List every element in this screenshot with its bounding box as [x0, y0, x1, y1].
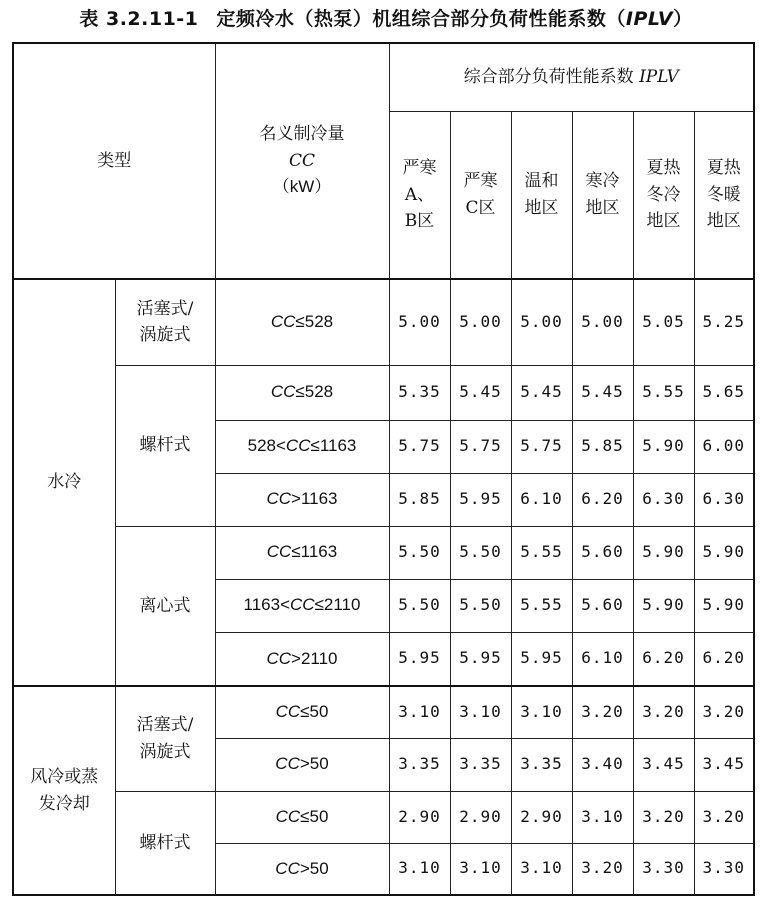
capacity-symbol: CC — [275, 858, 300, 878]
capacity-prefix: 528< — [247, 436, 286, 456]
iplv-value-zone-1: 5.95 — [389, 632, 450, 686]
iplv-value-zone-6: 5.65 — [694, 365, 754, 420]
iplv-value-zone-5: 3.20 — [633, 791, 694, 843]
capacity-cell — [215, 473, 389, 526]
header-zone-6: 夏热 冬暖 地区 — [694, 111, 754, 279]
iplv-value-zone-2: 5.75 — [450, 420, 511, 473]
capacity-cell — [215, 632, 389, 686]
iplv-value-zone-6: 6.00 — [694, 420, 754, 473]
capacity-suffix: ≤528 — [295, 382, 334, 402]
table-row — [13, 365, 754, 420]
header-capacity-label: 名义制冷量 — [259, 124, 345, 145]
iplv-value-zone-5: 3.30 — [633, 843, 694, 895]
capacity-prefix: 1163< — [243, 595, 291, 615]
capacity-symbol: CC — [266, 648, 292, 668]
iplv-value-zone-5: 6.30 — [633, 473, 694, 526]
table-title-text: 定频冷水（热泵）机组综合部分负荷性能系数（ — [216, 8, 626, 30]
table-row — [13, 526, 754, 579]
table-number: 表 3.2.11-1 — [79, 8, 199, 30]
capacity-cell — [215, 579, 389, 632]
table-row — [13, 686, 754, 738]
iplv-value-zone-2: 3.35 — [450, 738, 511, 791]
iplv-value-zone-2: 5.50 — [450, 579, 511, 632]
header-capacity — [215, 43, 389, 279]
iplv-value-zone-3: 3.10 — [511, 843, 572, 895]
iplv-value-zone-5: 5.55 — [633, 365, 694, 420]
iplv-value-zone-2: 5.95 — [450, 473, 511, 526]
capacity-suffix: >2110 — [291, 648, 338, 668]
table-title-abbr: IPLV — [625, 8, 674, 30]
iplv-value-zone-4: 5.00 — [572, 279, 633, 365]
capacity-cell — [215, 738, 389, 791]
iplv-value-zone-6: 6.20 — [694, 632, 754, 686]
subtype-cell: 活塞式/ 涡旋式 — [115, 279, 215, 365]
iplv-value-zone-6: 3.20 — [694, 686, 754, 738]
capacity-suffix: ≤50 — [300, 806, 329, 826]
iplv-value-zone-5: 5.90 — [633, 579, 694, 632]
iplv-value-zone-1: 3.10 — [389, 686, 450, 738]
table-title — [0, 4, 772, 31]
iplv-value-zone-1: 5.00 — [389, 279, 450, 365]
capacity-symbol: CC — [266, 542, 292, 562]
iplv-value-zone-3: 5.45 — [511, 365, 572, 420]
iplv-value-zone-6: 3.30 — [694, 843, 754, 895]
iplv-value-zone-1: 3.35 — [389, 738, 450, 791]
capacity-suffix: ≤2110 — [314, 595, 361, 615]
iplv-value-zone-2: 3.10 — [450, 843, 511, 895]
capacity-cell — [215, 279, 389, 365]
subtype-cell: 螺杆式 — [115, 365, 215, 526]
iplv-value-zone-5: 5.90 — [633, 526, 694, 579]
subtype-cell: 螺杆式 — [115, 791, 215, 895]
capacity-symbol: CC — [275, 806, 301, 826]
subtype-cell: 活塞式/ 涡旋式 — [115, 686, 215, 791]
iplv-value-zone-4: 5.60 — [572, 526, 633, 579]
header-zone-3: 温和 地区 — [511, 111, 572, 279]
iplv-value-zone-5: 3.45 — [633, 738, 694, 791]
iplv-value-zone-5: 5.05 — [633, 279, 694, 365]
header-capacity-symbol: CC — [288, 150, 315, 171]
capacity-cell — [215, 526, 389, 579]
capacity-suffix: >50 — [299, 754, 329, 774]
capacity-symbol: CC — [290, 595, 315, 615]
iplv-value-zone-1: 5.50 — [389, 526, 450, 579]
iplv-value-zone-4: 3.10 — [572, 791, 633, 843]
iplv-value-zone-3: 5.75 — [511, 420, 572, 473]
header-iplv-group — [389, 43, 754, 111]
iplv-value-zone-1: 5.50 — [389, 579, 450, 632]
iplv-value-zone-3: 5.55 — [511, 526, 572, 579]
iplv-value-zone-1: 5.85 — [389, 473, 450, 526]
header-type: 类型 — [13, 43, 215, 279]
iplv-value-zone-2: 5.45 — [450, 365, 511, 420]
iplv-value-zone-1: 5.75 — [389, 420, 450, 473]
header-capacity-unit: （kW） — [272, 177, 332, 197]
iplv-value-zone-6: 5.25 — [694, 279, 754, 365]
capacity-symbol: CC — [266, 489, 292, 509]
capacity-cell — [215, 686, 389, 738]
iplv-value-zone-5: 6.20 — [633, 632, 694, 686]
iplv-value-zone-3: 6.10 — [511, 473, 572, 526]
capacity-cell — [215, 791, 389, 843]
type-cell: 水冷 — [13, 279, 115, 686]
table-row — [13, 791, 754, 843]
header-iplv-label: 综合部分负荷性能系数 — [463, 67, 640, 88]
iplv-value-zone-2: 2.90 — [450, 791, 511, 843]
capacity-suffix: ≤50 — [300, 702, 329, 722]
iplv-value-zone-5: 3.20 — [633, 686, 694, 738]
iplv-value-zone-5: 5.90 — [633, 420, 694, 473]
iplv-value-zone-3: 3.35 — [511, 738, 572, 791]
iplv-value-zone-3: 3.10 — [511, 686, 572, 738]
iplv-value-zone-4: 5.60 — [572, 579, 633, 632]
iplv-value-zone-4: 6.10 — [572, 632, 633, 686]
table-row — [13, 279, 754, 365]
capacity-suffix: >1163 — [291, 489, 338, 509]
header-zone-4: 寒冷 地区 — [572, 111, 633, 279]
header-zone-5: 夏热 冬冷 地区 — [633, 111, 694, 279]
iplv-value-zone-2: 5.50 — [450, 526, 511, 579]
iplv-value-zone-2: 5.95 — [450, 632, 511, 686]
header-capacity-symbol-wrap — [216, 148, 389, 174]
type-cell: 风冷或蒸 发冷却 — [13, 686, 115, 895]
iplv-value-zone-4: 5.85 — [572, 420, 633, 473]
iplv-value-zone-1: 2.90 — [389, 791, 450, 843]
subtype-cell: 离心式 — [115, 526, 215, 686]
iplv-value-zone-4: 3.20 — [572, 686, 633, 738]
iplv-value-zone-6: 6.30 — [694, 473, 754, 526]
capacity-cell — [215, 365, 389, 420]
capacity-suffix: ≤528 — [295, 312, 334, 332]
iplv-value-zone-3: 5.55 — [511, 579, 572, 632]
iplv-value-zone-4: 5.45 — [572, 365, 633, 420]
iplv-value-zone-6: 3.20 — [694, 791, 754, 843]
capacity-cell — [215, 420, 389, 473]
capacity-symbol: CC — [275, 754, 300, 774]
iplv-value-zone-1: 5.35 — [389, 365, 450, 420]
iplv-value-zone-4: 6.20 — [572, 473, 633, 526]
iplv-value-zone-2: 3.10 — [450, 686, 511, 738]
iplv-value-zone-6: 3.45 — [694, 738, 754, 791]
header-zone-1: 严寒 A、 B区 — [389, 111, 450, 279]
capacity-symbol: CC — [285, 436, 311, 456]
iplv-value-zone-3: 5.00 — [511, 279, 572, 365]
iplv-table — [12, 42, 755, 896]
capacity-symbol: CC — [270, 312, 296, 332]
iplv-value-zone-6: 5.90 — [694, 579, 754, 632]
capacity-suffix: ≤1163 — [310, 436, 357, 456]
iplv-value-zone-2: 5.00 — [450, 279, 511, 365]
table-title-close: ） — [673, 8, 693, 30]
iplv-value-zone-1: 3.10 — [389, 843, 450, 895]
iplv-value-zone-4: 3.40 — [572, 738, 633, 791]
iplv-value-zone-3: 2.90 — [511, 791, 572, 843]
capacity-symbol: CC — [275, 702, 301, 722]
capacity-symbol: CC — [270, 382, 296, 402]
capacity-suffix: ≤1163 — [291, 542, 338, 562]
header-zone-2: 严寒 C区 — [450, 111, 511, 279]
iplv-value-zone-6: 5.90 — [694, 526, 754, 579]
capacity-suffix: >50 — [299, 858, 329, 878]
iplv-value-zone-3: 5.95 — [511, 632, 572, 686]
header-iplv-abbr: IPLV — [639, 67, 679, 88]
capacity-cell — [215, 843, 389, 895]
iplv-value-zone-4: 3.20 — [572, 843, 633, 895]
